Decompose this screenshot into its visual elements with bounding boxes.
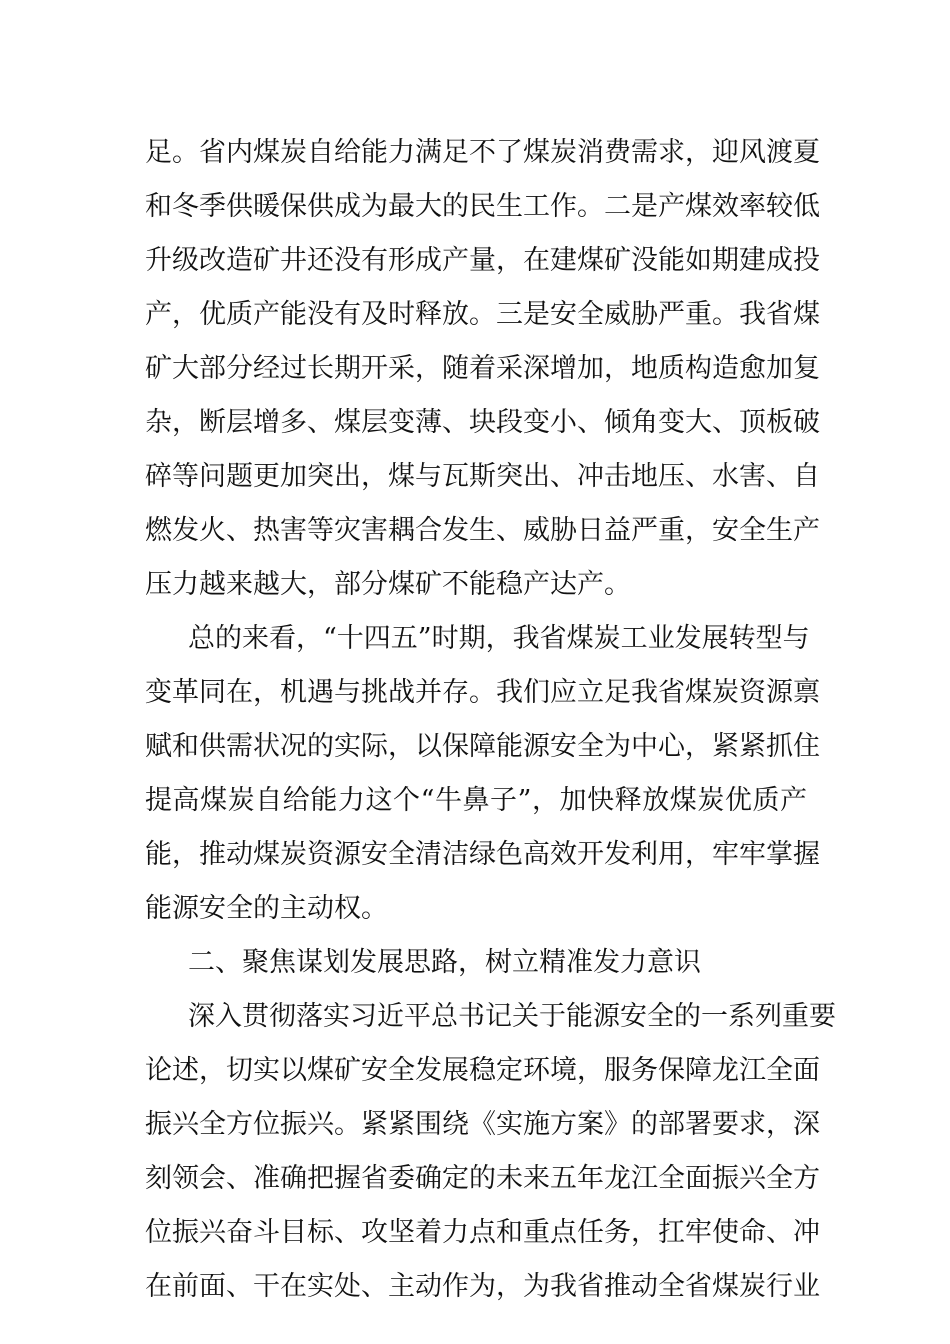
text-line: 能，推动煤炭资源安全清洁绿色高效开发利用，牢牢掌握 bbox=[145, 839, 820, 870]
text-line: 在前面、干在实处、主动作为，为我省推动全省煤炭行业 bbox=[145, 1271, 820, 1302]
text-line: 能源安全的主动权。 bbox=[145, 893, 388, 924]
text-line: 和冬季供暖保供成为最大的民生工作。二是产煤效率较低 bbox=[145, 191, 820, 222]
section-heading: 二、聚焦谋划发展思路，树立精准发力意识 bbox=[188, 947, 701, 978]
text-line: 矿大部分经过长期开采，随着采深增加，地质构造愈加复 bbox=[145, 353, 820, 384]
text-line: 振兴全方位振兴。紧紧围绕《实施方案》的部署要求，深 bbox=[145, 1109, 820, 1140]
text-line: 论述，切实以煤矿安全发展稳定环境，服务保障龙江全面 bbox=[145, 1055, 820, 1086]
text-line: 提高煤炭自给能力这个“牛鼻子”，加快释放煤炭优质产 bbox=[145, 785, 807, 816]
text-line: 产，优质产能没有及时释放。三是安全威胁严重。我省煤 bbox=[145, 299, 820, 330]
text-line: 足。省内煤炭自给能力满足不了煤炭消费需求，迎风渡夏 bbox=[145, 137, 820, 168]
paragraph-first-line: 总的来看，“十四五”时期，我省煤炭工业发展转型与 bbox=[188, 623, 810, 654]
text-line: 碎等问题更加突出，煤与瓦斯突出、冲击地压、水害、自 bbox=[145, 461, 820, 492]
paragraph-first-line: 深入贯彻落实习近平总书记关于能源安全的一系列重要 bbox=[188, 1001, 836, 1032]
text-line: 赋和供需状况的实际，以保障能源安全为中心，紧紧抓住 bbox=[145, 731, 820, 762]
text-line: 升级改造矿井还没有形成产量，在建煤矿没能如期建成投 bbox=[145, 245, 820, 276]
text-line: 燃发火、热害等灾害耦合发生、威胁日益严重，安全生产 bbox=[145, 515, 820, 546]
text-line: 位振兴奋斗目标、攻坚着力点和重点任务，扛牢使命、冲 bbox=[145, 1217, 820, 1248]
text-line: 刻领会、准确把握省委确定的未来五年龙江全面振兴全方 bbox=[145, 1163, 820, 1194]
text-line: 杂，断层增多、煤层变薄、块段变小、倾角变大、顶板破 bbox=[145, 407, 820, 438]
text-line: 压力越来越大，部分煤矿不能稳产达产。 bbox=[145, 569, 631, 600]
text-line: 变革同在，机遇与挑战并存。我们应立足我省煤炭资源禀 bbox=[145, 677, 820, 708]
